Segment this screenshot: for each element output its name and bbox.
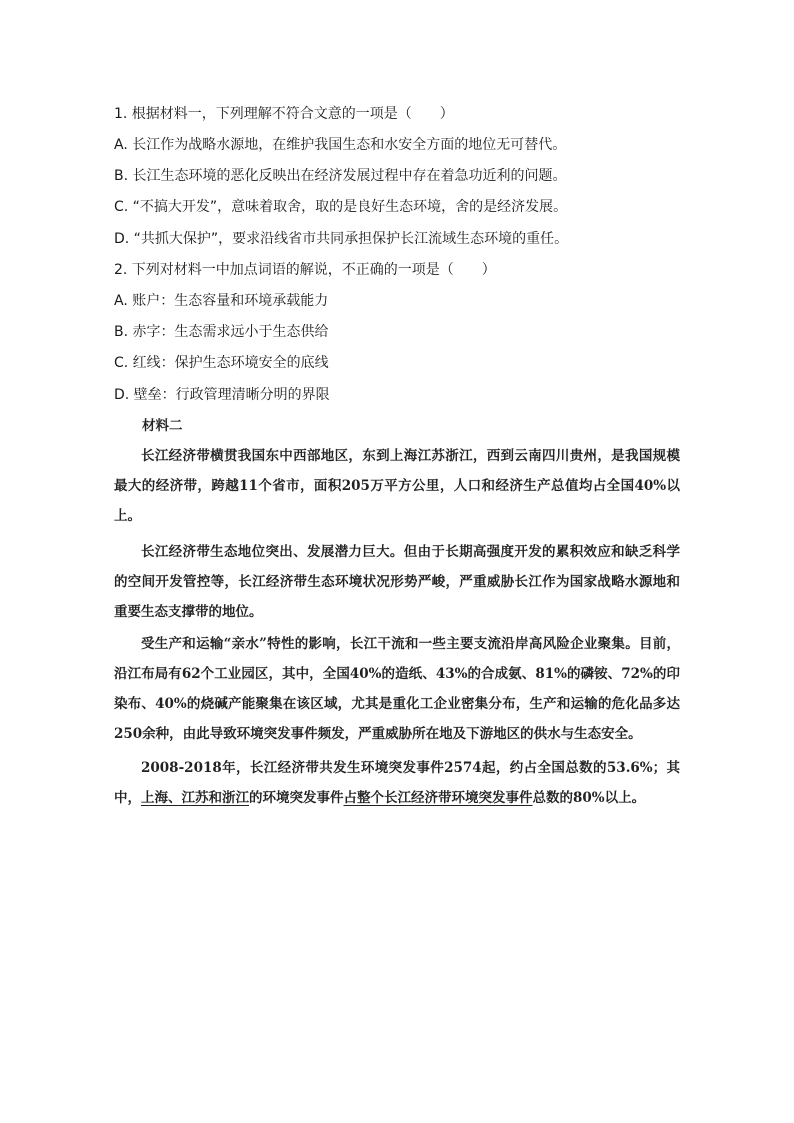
material-2-paragraph-3: 受生产和运输“亲水”特性的影响，长江干流和一些主要支流沿岸高风险企业聚集。目前，沿江布局有62个工业园区，其中，全国40%的造纸、43%的合成氨、81%的磷铵、72%的印染布、40%的烧碱产能聚集在该区域，尤其是重化工企业密集分布，生产和运输的危化品多达250余种，由此导致环境突发事件频发，严重威胁所在地及下游地区的供水与生态安全。 bbox=[114, 636, 680, 742]
question-2-option-d: D. 壁垒：行政管理清晰分明的界限 bbox=[114, 387, 330, 403]
question-1-option-b: B. 长江生态环境的恶化反映出在经济发展过程中存在着急功近利的问题。 bbox=[114, 168, 567, 184]
underlined-share-phrase: 占整个长江经济带环境突发事件 bbox=[343, 790, 533, 806]
material-2-paragraph-2: 长江经济带生态地位突出、发展潜力巨大。但由于长期高强度开发的累积效应和缺乏科学的空间开发管控等，长江经济带生态环境状况形势严峻，严重威胁长江作为国家战略水源地和重要生态支撑带的地位。 bbox=[114, 544, 680, 620]
question-2-option-a: A. 账户：生态容量和环境承载能力 bbox=[114, 293, 329, 309]
question-1-stem: 1. 根据材料一，下列理解不符合文意的一项是（ ） bbox=[114, 106, 454, 122]
question-1-option-d: D. “共抓大保护”，要求沿线省市共同承担保护长江流域生态环境的重任。 bbox=[114, 231, 569, 247]
underlined-regions: 上海、江苏和浙江 bbox=[141, 790, 249, 806]
paragraph-4-text-mid: 的环境突发事件 bbox=[249, 790, 344, 806]
material-2-paragraph-4 bbox=[114, 753, 680, 813]
question-2-stem: 2. 下列对材料一中加点词语的解说，不正确的一项是（ ） bbox=[114, 262, 496, 278]
question-2-option-b: B. 赤字：生态需求远小于生态供给 bbox=[114, 324, 329, 340]
question-2-option-c: C. 红线：保护生态环境安全的底线 bbox=[114, 355, 329, 371]
material-2-heading: 材料二 bbox=[142, 418, 183, 434]
paragraph-4-text-end: 总数的80%以上。 bbox=[532, 790, 646, 806]
material-2-paragraph-1: 长江经济带横贯我国东中西部地区，东到上海江苏浙江，西到云南四川贵州，是我国规模最大的经济带，跨越11个省市，面积205万平方公里，人口和经济生产总值均占全国40%以上。 bbox=[114, 448, 680, 524]
question-1-option-c: C. “不搞大开发”，意味着取舍，取的是良好生态环境，舍的是经济发展。 bbox=[114, 199, 568, 215]
question-1-option-a: A. 长江作为战略水源地，在维护我国生态和水安全方面的地位无可替代。 bbox=[114, 137, 567, 153]
paragraph-4-text-a: 2008-2018年，长江经济带共发生环境突发事件2574起，约占全国总数的53.6%；其中， bbox=[114, 760, 680, 806]
